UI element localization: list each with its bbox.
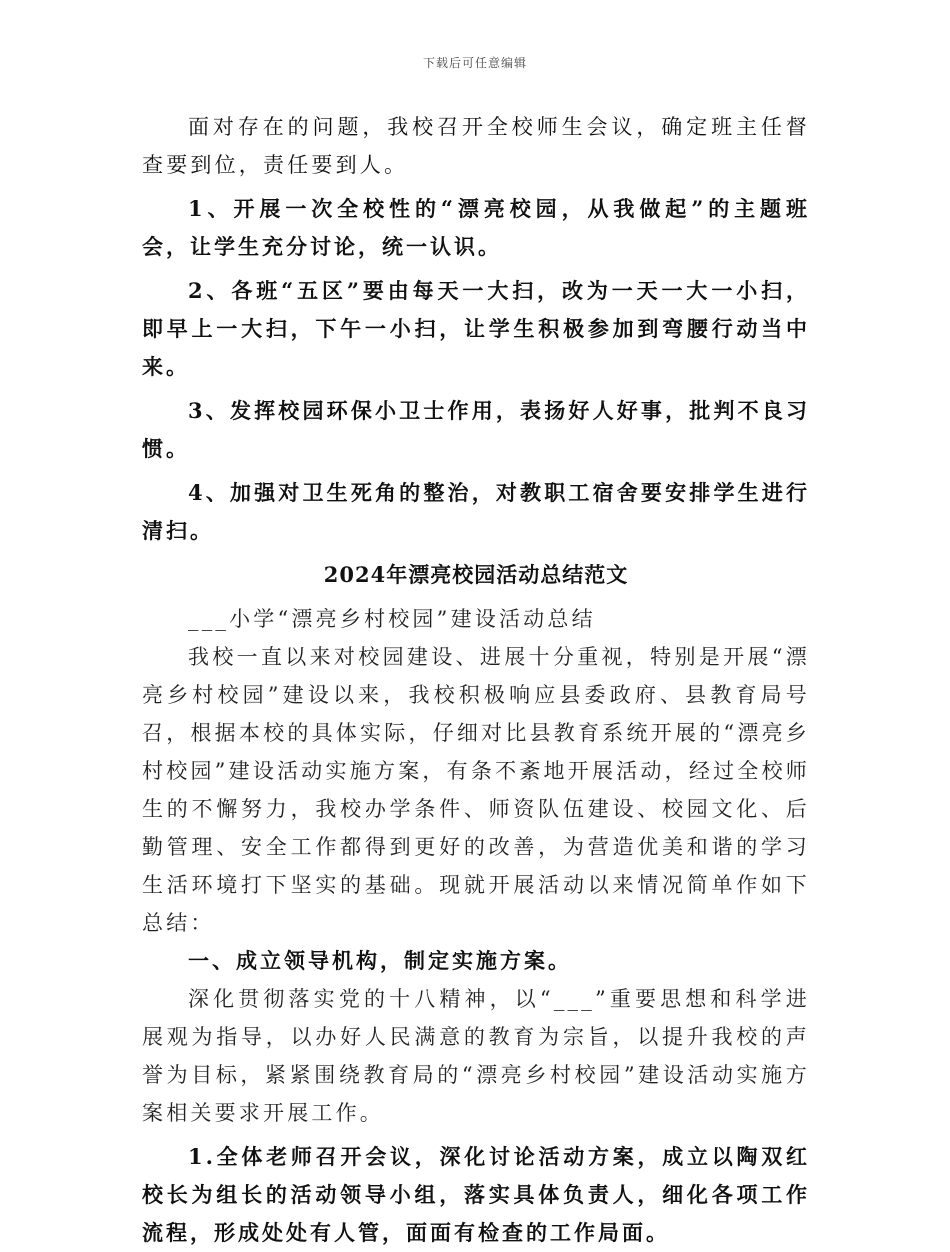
list-item-1: 1、开展一次全校性的“漂亮校园，从我做起”的主题班会，让学生充分讨论，统一认识。 — [142, 196, 810, 259]
section-heading-1: 一、成立领导机构，制定实施方案。 — [188, 948, 572, 973]
intro-paragraph: 面对存在的问题，我校召开全校师生会议，确定班主任督查要到位，责任要到人。 — [142, 115, 810, 177]
list-item-3: 3、发挥校园环保小卫士作用，表扬好人好事，批判不良习惯。 — [142, 398, 810, 461]
document-title: 2024年漂亮校园活动总结范文 — [323, 562, 629, 587]
list-item-4: 4、加强对卫生死角的整治，对教职工宿舍要安排学生进行清扫。 — [142, 480, 810, 543]
section-item-1: 1.全体老师召开会议，深化讨论活动方案，成立以陶双红校长为组长的活动领导小组，落实具体负责人，细化各项工作流程，形成处处有人管，面面有检查的工作局面。 — [142, 1144, 810, 1245]
document-body — [142, 108, 810, 1252]
page-header-note: 下载后可任意编辑 — [422, 56, 527, 70]
list-item-2: 2、各班“五区”要由每天一大扫，改为一天一大一小扫，即早上一大扫，下午一小扫，让学生积极参加到弯腰行动当中来。 — [142, 278, 810, 379]
summary-paragraph: 我校一直以来对校园建设、进展十分重视，特别是开展“漂亮乡村校园”建设以来，我校积极响应县委政府、县教育局号召，根据本校的具体实际，仔细对比县教育系统开展的“漂亮乡村校园”建设活动实施方案，有条不紊地开展活动，经过全校师生的不懈努力，我校办学条件、师资队伍建设、校园文化、后勤管理、安全工作都得到更好的改善，为营造优美和谐的学习生活环境打下坚实的基础。现就开展活动以来情况简单作如下总结： — [142, 645, 810, 935]
document-subtitle: ___小学“漂亮乡村校园”建设活动总结 — [188, 607, 596, 631]
section-paragraph-1: 深化贯彻落实党的十八精神，以“___”重要思想和科学进展观为指导，以办好人民满意的教育为宗旨，以提升我校的声誉为目标，紧紧围绕教育局的“漂亮乡村校园”建设活动实施方案相关要求开展工作。 — [142, 987, 810, 1125]
